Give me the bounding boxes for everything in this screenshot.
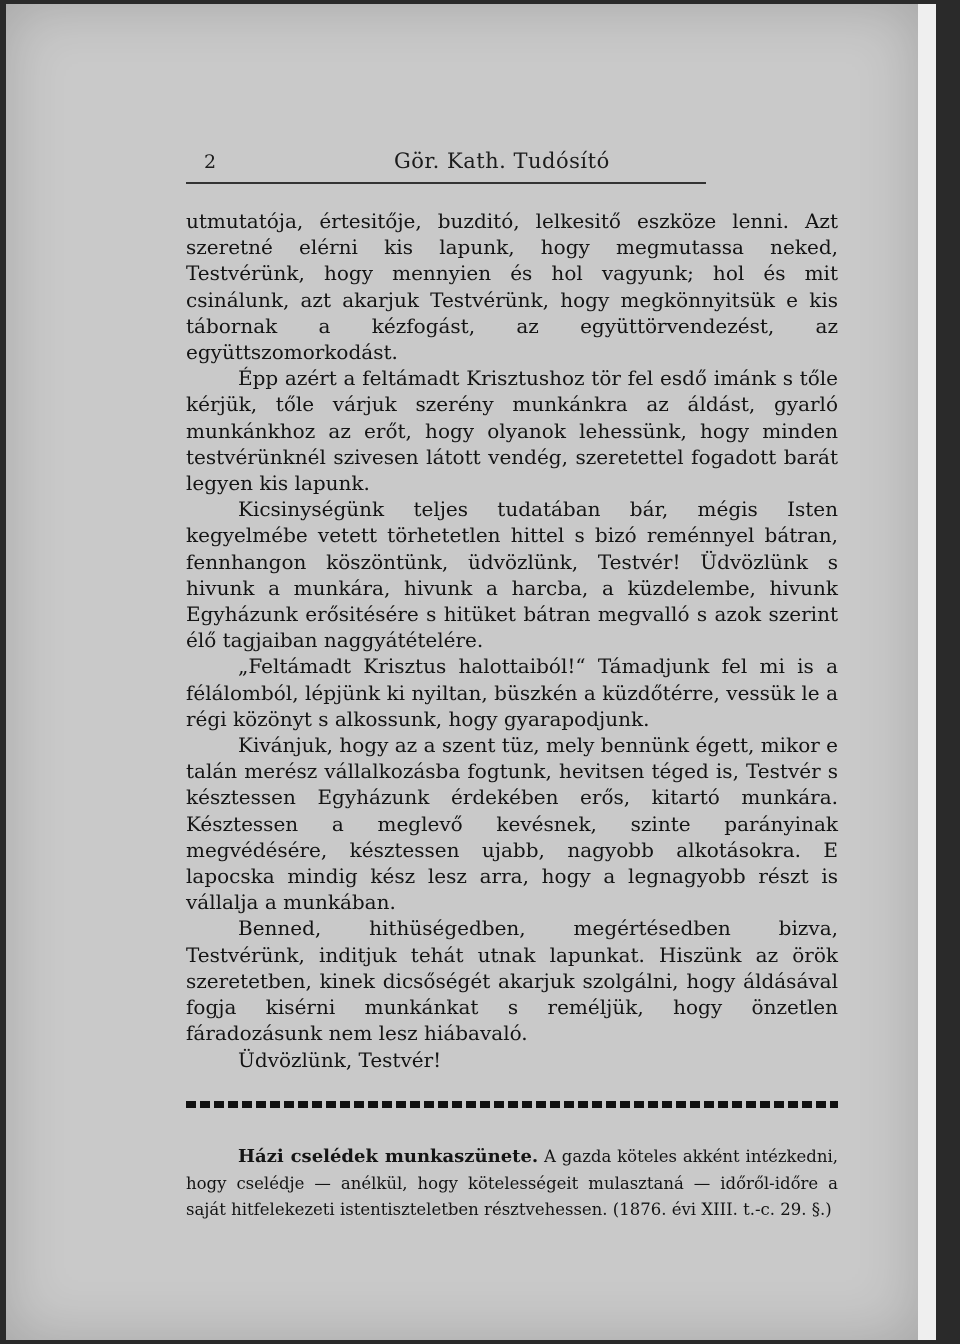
paragraph: utmutatója, értesitője, buzditó, lelkesitő eszköze lenni. Azt szeretné elérni kis lapunk, hogy megmutassa neked, Testvérünk, hogy mennyien és hol vagyunk; hol és mit csinálunk, azt akarjuk Testvérünk, hogy megkönnyitsük e kis tábornak a kézfogást, az együttörvendezést, az együttszomorkodást.: [186, 209, 838, 365]
notice-section: [186, 1144, 838, 1224]
notice-text: A gazda köteles akként intézkedni, hogy cselédje — anélkül, hogy kötelességeit mulasztaná — időről-időre a saját hitfelekezeti istentiszteletben résztvehessen. (1876. évi XIII. t.-c. 29. §.): [186, 1147, 839, 1219]
notice-title: Házi cselédek munkaszünete.: [238, 1146, 539, 1167]
document-page: [6, 4, 936, 1340]
dotted-separator: [186, 1101, 838, 1108]
running-header: [184, 147, 704, 177]
paragraph: Kivánjuk, hogy az a szent tüz, mely bennünk égett, mikor e talán merész vállalkozásba fogtunk, hevitsen téged is, Testvér s késztessen Egyházunk érdekében erős, kitartó munkára. Késztessen a meglevő kevésnek, szinte parányinak megvédésére, késztessen ujabb, nagyobb alkotásokra. E lapocska mindig kész lesz arra, hogy a legnagyobb részt is vállalja a munkában.: [186, 733, 838, 915]
article-body: [186, 208, 838, 1073]
paragraph: Épp azért a feltámadt Krisztushoz tör fel esdő imánk s tőle kérjük, tőle várjuk szerény munkánkra az áldást, gyarló munkánkhoz az erőt, hogy olyanok lehessünk, hogy minden testvérünknél szivesen látott vendég, szeretettel fogadott barát legyen kis lapunk.: [186, 366, 838, 496]
notice-paragraph: [186, 1144, 838, 1224]
running-title: Gör. Kath. Tudósító: [394, 149, 610, 173]
paragraph: Üdvözlünk, Testvér!: [238, 1047, 442, 1072]
paragraph: Benned, hithüségedben, megértésedben bizva, Testvérünk, inditjuk tehát utnak lapunkat. Hiszünk az örök szeretetben, kinek dicsőségét akarjuk szolgálni, hogy áldásával fogja kisérni munkánkat s reméljük, hogy önzetlen fáradozásunk nem lesz hiábavaló.: [186, 916, 838, 1046]
header-rule: [186, 182, 706, 184]
page-number: 2: [204, 151, 217, 173]
paragraph: „Feltámadt Krisztus halottaiból!“ Támadjunk fel mi is a félálomból, lépjünk ki nyiltan, büszkén a küzdőtérre, vessük le a régi közönyt s alkossunk, hogy gyarapodjunk.: [186, 654, 838, 731]
paragraph: Kicsinységünk teljes tudatában bár, mégis Isten kegyelmébe vetett törhetetlen hittel s bizó reménnyel bátran, fennhangon köszöntünk, üdvözlünk, Testvér! Üdvözlünk s hivunk a munkára, hivunk a harcba, a küzdelembe, hivunk Egyházunk erősitésére s hitüket bátran megvalló s azok szerint élő tagjaiban naggyátételére.: [186, 497, 838, 653]
